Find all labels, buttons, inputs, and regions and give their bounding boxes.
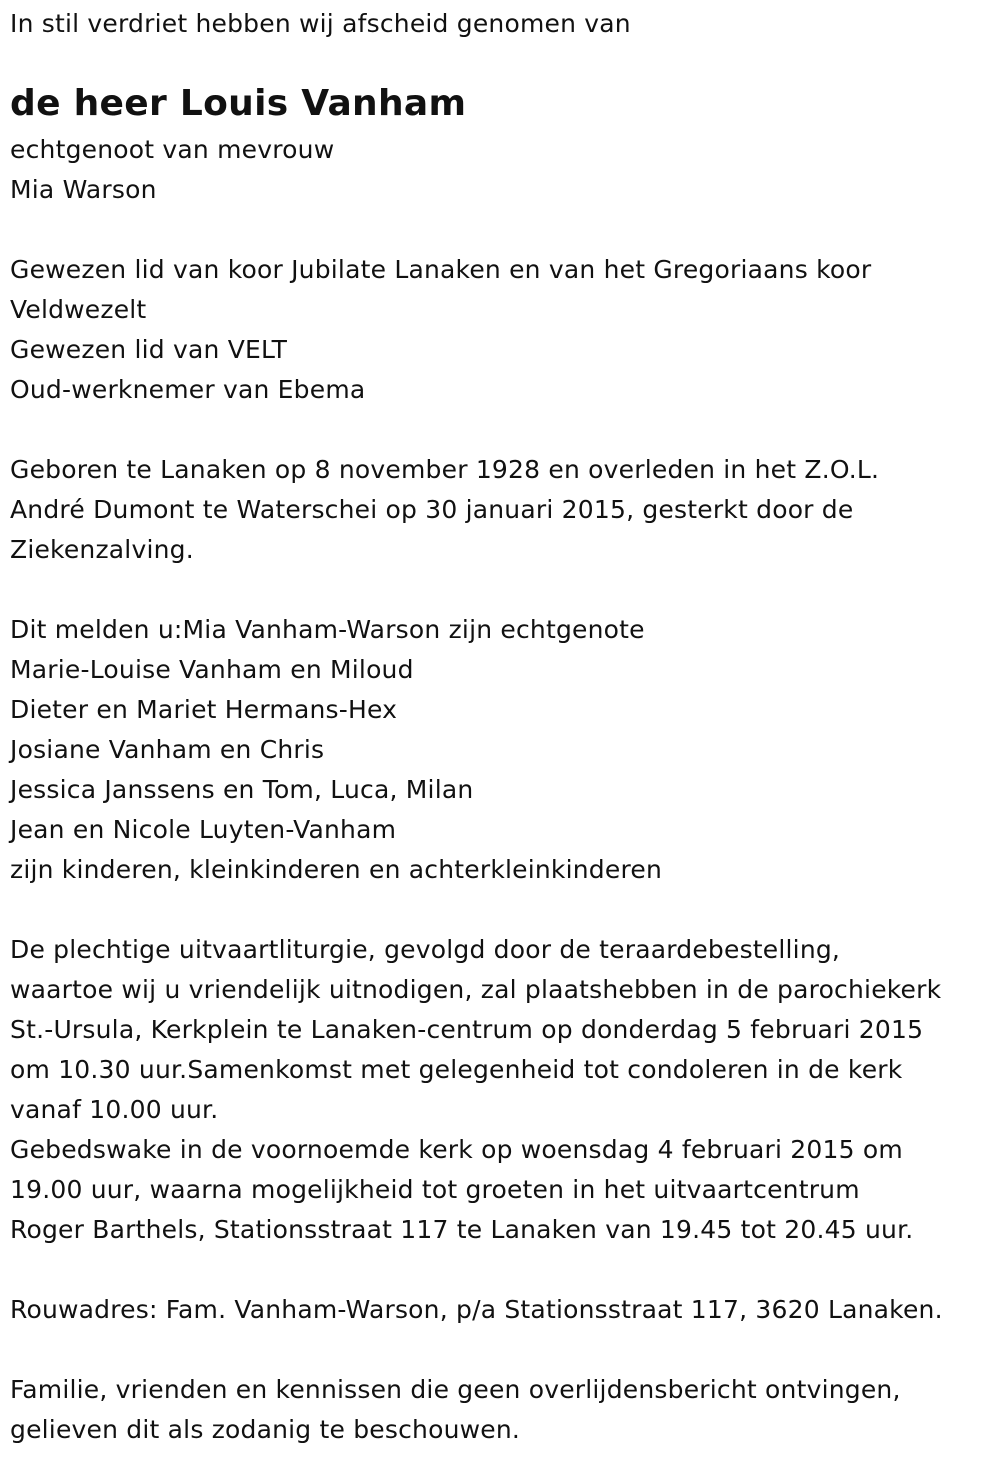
spacer bbox=[10, 1330, 990, 1370]
family-line: Marie-Louise Vanham en Miloud bbox=[10, 655, 414, 684]
closing-line: gelieven dit als zodanig te beschouwen. bbox=[10, 1415, 521, 1444]
spacer bbox=[10, 570, 990, 610]
spacer bbox=[10, 410, 990, 450]
spouse-line: echtgenoot van mevrouw bbox=[10, 135, 335, 164]
family-line: zijn kinderen, kleinkinderen en achterkleinkinderen bbox=[10, 855, 662, 884]
funeral-line: De plechtige uitvaartliturgie, gevolgd door de teraardebestelling, bbox=[10, 935, 841, 964]
family-line: Jean en Nicole Luyten-Vanham bbox=[10, 815, 397, 844]
birth-death-line: André Dumont te Waterschei op 30 januari 2015, gesterkt door de bbox=[10, 495, 854, 524]
funeral-line: 19.00 uur, waarna mogelijkheid tot groeten in het uitvaartcentrum bbox=[10, 1175, 860, 1204]
funeral-line: om 10.30 uur.Samenkomst met gelegenheid tot condoleren in de kerk bbox=[10, 1055, 903, 1084]
membership-line: Oud-werknemer van Ebema bbox=[10, 375, 366, 404]
birth-death-line: Geboren te Lanaken op 8 november 1928 en overleden in het Z.O.L. bbox=[10, 455, 880, 484]
birth-death-line: Ziekenzalving. bbox=[10, 535, 194, 564]
funeral-section bbox=[10, 930, 990, 1250]
spacer bbox=[10, 210, 990, 250]
membership-line: Gewezen lid van koor Jubilate Lanaken en van het Gregoriaans koor bbox=[10, 255, 872, 284]
family-section bbox=[10, 610, 990, 890]
funeral-line: Gebedswake in de voornoemde kerk op woensdag 4 februari 2015 om bbox=[10, 1135, 903, 1164]
family-line: Dit melden u:Mia Vanham-Warson zijn echtgenote bbox=[10, 615, 645, 644]
spouse-section bbox=[10, 130, 990, 210]
intro-text: In stil verdriet hebben wij afscheid genomen van bbox=[10, 9, 631, 38]
membership-line: Gewezen lid van VELT bbox=[10, 335, 288, 364]
funeral-line: waartoe wij u vriendelijk uitnodigen, zal plaatshebben in de parochiekerk bbox=[10, 975, 942, 1004]
spouse-line: Mia Warson bbox=[10, 175, 157, 204]
family-line: Josiane Vanham en Chris bbox=[10, 735, 325, 764]
membership-line: Veldwezelt bbox=[10, 295, 147, 324]
mourning-address: Rouwadres: Fam. Vanham-Warson, p/a Stationsstraat 117, 3620 Lanaken. bbox=[10, 1295, 943, 1324]
funeral-line: Roger Barthels, Stationsstraat 117 te Lanaken van 19.45 tot 20.45 uur. bbox=[10, 1215, 914, 1244]
closing-line: Familie, vrienden en kennissen die geen overlijdensbericht ontvingen, bbox=[10, 1375, 901, 1404]
memberships-section bbox=[10, 250, 990, 410]
funeral-line: St.-Ursula, Kerkplein te Lanaken-centrum op donderdag 5 februari 2015 bbox=[10, 1015, 924, 1044]
spacer bbox=[10, 1250, 990, 1290]
closing-section bbox=[10, 1370, 990, 1450]
family-line: Dieter en Mariet Hermans-Hex bbox=[10, 695, 398, 724]
family-line: Jessica Janssens en Tom, Luca, Milan bbox=[10, 775, 474, 804]
spacer bbox=[10, 890, 990, 930]
birth-death-section bbox=[10, 450, 990, 570]
funeral-line: vanaf 10.00 uur. bbox=[10, 1095, 219, 1124]
deceased-name: de heer Louis Vanham bbox=[10, 83, 467, 124]
